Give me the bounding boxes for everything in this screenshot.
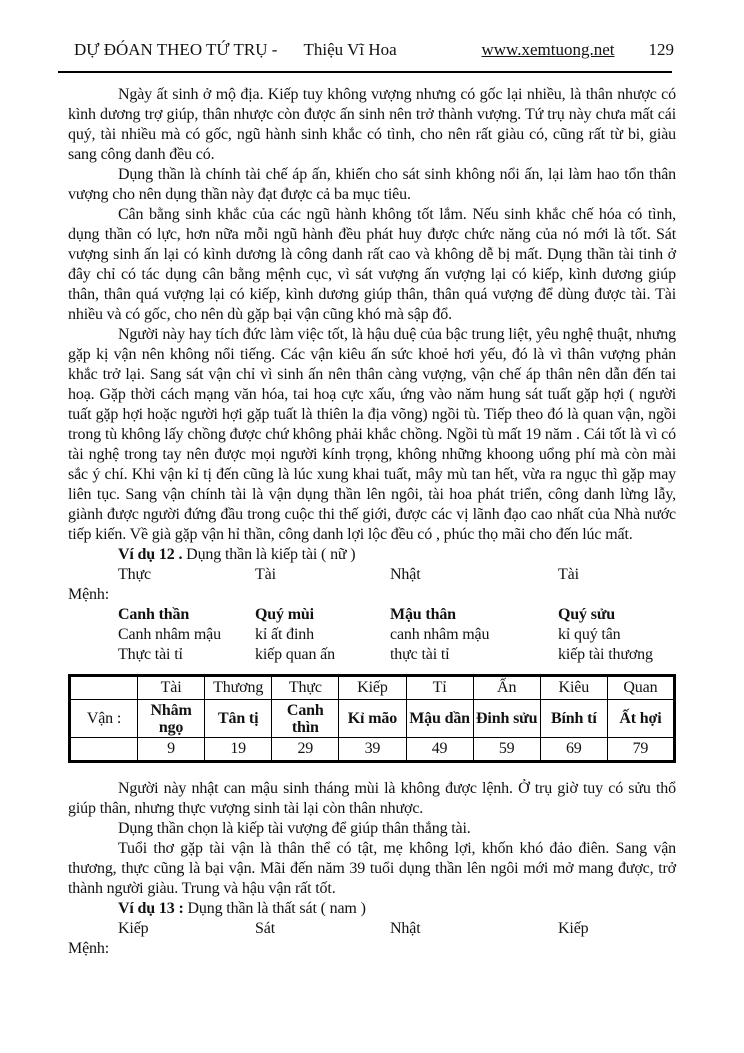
pillar-3: Mậu thân xyxy=(390,606,456,623)
age-cell: 49 xyxy=(406,738,473,762)
pillar-cell: Tân tị xyxy=(205,700,272,738)
page-number: 129 xyxy=(648,40,674,59)
pillar-cell: Canh thìn xyxy=(272,700,339,738)
god-year: Tài xyxy=(558,566,579,583)
header-cell: Ấn xyxy=(473,676,540,700)
hidden-stems-1: Canh nhâm mậu xyxy=(118,626,221,643)
page-body xyxy=(0,73,744,959)
empty-cell xyxy=(70,676,138,700)
pillar-1: Canh thần xyxy=(118,606,190,623)
example-12-gods-row xyxy=(118,565,676,585)
book-title: DỰ ĐÓAN THEO TỨ TRỤ - xyxy=(74,40,278,59)
god-month: Nhật xyxy=(390,920,421,937)
age-cell: 69 xyxy=(540,738,607,762)
pillar-cell: Bính tí xyxy=(540,700,607,738)
paragraph-7: Tuổi thơ gặp tài vận là thân thể có tật, mẹ không lợi, khốn khó đảo điên. Sang vận thương, thực cũng là bại vận. Mãi đến năm 39 tuổi dụng thần lên ngôi mới mở mang được, trở thành người giàu. Trung và hậu vận rất tốt. xyxy=(68,840,676,897)
example-13-label: Ví dụ 13 : xyxy=(118,900,184,917)
example-13-gods-row xyxy=(118,919,676,939)
example-13-menh-label: Mệnh: xyxy=(68,940,110,957)
god-month: Nhật xyxy=(390,566,421,583)
header-cell: Thương xyxy=(205,676,272,700)
god-day: Sát xyxy=(255,920,275,937)
paragraph-3: Cân bằng sinh khắc của các ngũ hành không tốt lắm. Nếu sinh khắc chế hóa có tình, dụng thần có lực, hơn nữa mỗi ngũ hành đều phát huy được chức năng của nó mới là tốt. Sát vượng sinh ấn lại có kình dương là công danh rất cao và không dễ bị mất. Dụng thần tài tinh ở đây chỉ có tác dụng cân bằng mệnh cục, vì sát vượng ấn vượng lại có kiếp, kình dương giúp thân, thân quá vượng lại có kiếp, kình dương giúp thân, thân quá vượng để dùng được tài. Tài nhiều và có gốc, cho nên dù gặp bại vận cũng khó mà sập đổ. xyxy=(68,206,676,323)
van-row-label: Vận : xyxy=(70,700,138,738)
luck-cycle-table xyxy=(68,674,676,763)
paragraph-4: Người này hay tích đức làm việc tốt, là hậu duệ của bậc trung liệt, yêu nghệ thuật, nhưng gặp kị vận nên không nổi tiếng. Các vận kiêu ấn sức khoẻ hơi yếu, đó là vì thân vượng phản khắc trở lại. Sang sát vận chỉ vì sinh ấn nên thân càng vượng, vận chế áp thân nên dẫn đến tai hoạ. Gặp thời cách mạng văn hóa, tai hoạ cực xấu, ứng vào năm hung sát tuất gặp hợi ( người tuất gặp hợi hoặc người hợi gặp tuất là thiên la địa võng) ngồi tù. Tiếp theo đó là quan vận, ngồi trong tù không lấy chồng được chứ không phải khắc chồng. Ngồi tù mất 19 năm . Cái tốt là vì có tài nghệ trong tay nên được mọi người kính trọng, không những khoong uổng phí mà còn mài sắc ý chí. Khi vận kỉ tị đến cũng là lúc xung khai tuất, mây mù tan hết, vừa ra ngục thì gặp may liên tục. Sang vận chính tài là vận dụng thần lên ngôi, tài hoa phát triển, công danh lừng lẫy, giành được người đứng đầu trong cuộc thi thế giới, được các vị lãnh đạo cao nhất của Nhà nước tiếp kiến. Về già gặp vận hỉ thần, công danh lợi lộc đều có , phúc thọ mãi cho đến lúc mất. xyxy=(68,326,676,543)
paragraph-5: Người này nhật can mậu sinh tháng mùi là không được lệnh. Ở trụ giờ tuy có sửu thổ giúp thân, nhưng thực vượng sinh tài lại còn thân nhược. xyxy=(68,780,676,817)
hidden-stems-3: canh nhâm mậu xyxy=(390,626,490,643)
paragraph-2: Dụng thần là chính tài chế áp ấn, khiến cho sát sinh không nổi ấn, lại làm hao tổn thân vượng cho nên dụng thần này đạt được cả ba mục tiêu. xyxy=(68,166,676,203)
pillar-cell: Mậu dần xyxy=(406,700,473,738)
hidden-gods-2: kiếp quan ấn xyxy=(255,646,335,663)
pillar-4: Quý sửu xyxy=(558,606,616,623)
example-13-title: Dụng thần là thất sát ( nam ) xyxy=(183,900,366,917)
website-link[interactable]: www.xemtuong.net xyxy=(481,40,615,59)
header-cell: Tỉ xyxy=(406,676,473,700)
age-cell: 39 xyxy=(339,738,406,762)
example-12-label: Ví dụ 12 . xyxy=(118,546,183,563)
example-12-title: Dụng thần là kiếp tài ( nữ ) xyxy=(182,546,356,563)
pillar-cell: Ất hợi xyxy=(607,700,674,738)
header-cell: Quan xyxy=(607,676,674,700)
luck-table-pillars-row xyxy=(70,700,675,738)
pillar-cell: Nhâm ngọ xyxy=(138,700,205,738)
hidden-stems-2: kỉ ất đinh xyxy=(255,626,314,643)
luck-table-ages-row xyxy=(70,738,675,762)
hidden-gods-3: thực tài tỉ xyxy=(390,646,450,663)
god-year: Kiếp xyxy=(558,920,589,937)
page-header xyxy=(0,0,744,60)
example-12-hidden-stems-row xyxy=(118,625,676,645)
age-cell: 79 xyxy=(607,738,674,762)
age-cell: 9 xyxy=(138,738,205,762)
empty-cell xyxy=(70,738,138,762)
header-cell: Thực xyxy=(272,676,339,700)
god-hour: Kiếp xyxy=(118,920,149,937)
pillar-cell: Kỉ mão xyxy=(339,700,406,738)
example-13-heading xyxy=(118,899,676,919)
god-hour: Thực xyxy=(118,566,151,583)
book-author: Thiệu Vĩ Hoa xyxy=(303,40,397,59)
age-cell: 59 xyxy=(473,738,540,762)
header-cell: Kiêu xyxy=(540,676,607,700)
god-day: Tài xyxy=(255,566,276,583)
header-cell: Kiếp xyxy=(339,676,406,700)
paragraph-1: Ngày ất sinh ở mộ địa. Kiếp tuy không vượng nhưng có gốc lại nhiều, là thân nhược có kình dương trợ giúp, thân nhược còn được ấn sinh nên trở thành vượng. Tứ trụ này chưa mất cái quý, tài nhiều mà có gốc, ngũ hành sinh khắc có tình, cho nên rất giàu có, cũng rất từ bi, giàu sang công danh đều có. xyxy=(68,86,676,163)
example-12-hidden-gods-row xyxy=(118,645,676,665)
header-cell: Tài xyxy=(138,676,205,700)
pillar-2: Quý mùi xyxy=(255,606,314,623)
pillar-cell: Đinh sửu xyxy=(473,700,540,738)
age-cell: 29 xyxy=(272,738,339,762)
example-12-menh-label: Mệnh: xyxy=(68,586,110,603)
age-cell: 19 xyxy=(205,738,272,762)
example-12-pillars-row xyxy=(118,605,676,625)
example-12-heading xyxy=(118,545,676,565)
hidden-gods-1: Thực tài tỉ xyxy=(118,646,183,663)
paragraph-6: Dụng thần chọn là kiếp tài vượng để giúp thân thắng tài. xyxy=(118,820,471,837)
luck-table-header-row xyxy=(70,676,675,700)
hidden-stems-4: kỉ quý tân xyxy=(558,626,621,643)
hidden-gods-4: kiếp tài thương xyxy=(558,646,653,663)
